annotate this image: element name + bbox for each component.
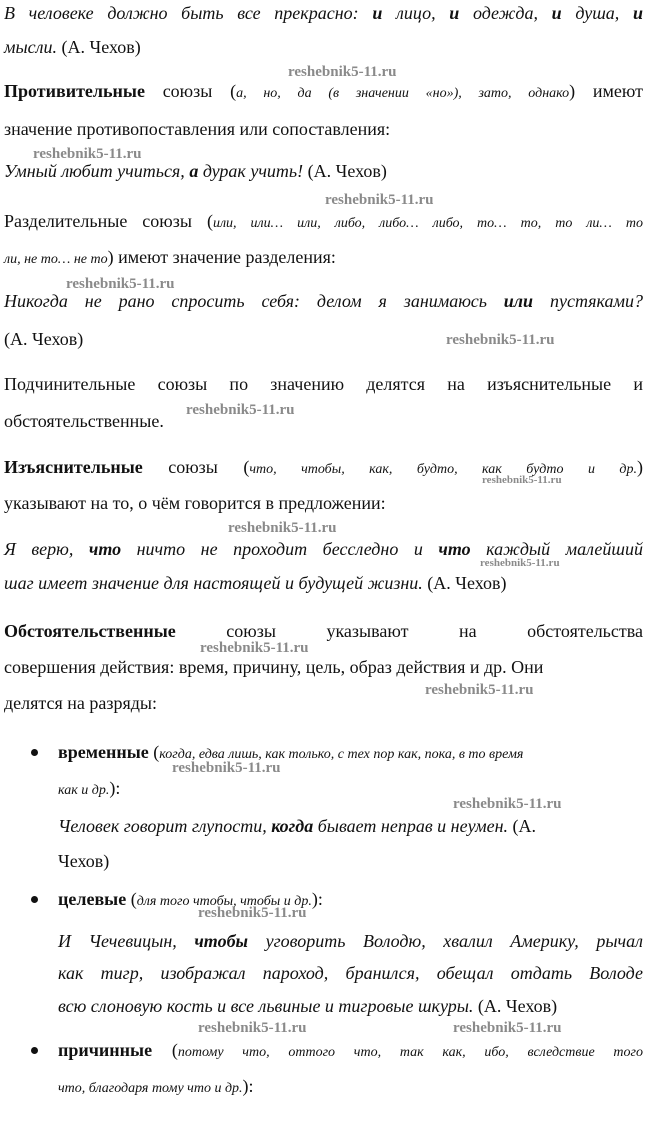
- bullet-purpose: [31, 896, 38, 903]
- contrastive-line-1: Противительные союзы (а, но, да (в значении «но»), зато, однако) имеют: [4, 81, 643, 101]
- bullet-temporal: [31, 749, 38, 756]
- subordinate-line-1: Подчинительные союзы по значению делятся на изъяснительные и: [4, 374, 643, 394]
- temporal-line-2: как и др.):: [58, 778, 121, 798]
- causal-line-1: причинные (потому что, оттого что, так как, ибо, вследствие того: [58, 1040, 643, 1060]
- temporal-author: Чехов): [58, 851, 110, 871]
- watermark: reshebnik5-11.ru: [186, 402, 295, 418]
- circumstantial-line-3: делятся на разряды:: [4, 693, 158, 713]
- explanatory-example-line-2: шаг имеет значение для настоящей и будущей жизни. (А. Чехов): [4, 573, 507, 593]
- watermark: reshebnik5-11.ru: [288, 64, 397, 80]
- temporal-example: Человек говорит глупости, когда бывает неправ и неумен. (А.: [58, 816, 537, 836]
- disjunctive-line-1: Разделительные союзы (или, или… или, либо, либо… либо, то… то, то ли… то: [4, 211, 643, 231]
- purpose-example-line-2: как тигр, изображал пароход, бранился, обещал отдать Володе: [58, 963, 643, 983]
- watermark: reshebnik5-11.ru: [425, 682, 534, 698]
- circumstantial-line-2: совершения действия: время, причину, цель, образ действия и др. Они: [4, 657, 544, 677]
- bullet-causal: [31, 1047, 38, 1054]
- explanatory-example-line-1: Я верю, что ничто не проходит бесследно и что каждый малейший: [4, 539, 644, 559]
- watermark: reshebnik5-11.ru: [198, 1020, 307, 1036]
- quote-line-2: мысли. (А. Чехов): [4, 37, 141, 57]
- watermark: reshebnik5-11.ru: [66, 276, 175, 292]
- disjunctive-example: Никогда не рано спросить себя: делом я занимаюсь или пустяками?: [4, 291, 643, 311]
- watermark: reshebnik5-11.ru: [482, 474, 562, 486]
- causal-line-2: что, благодаря тому что и др.):: [58, 1076, 254, 1096]
- contrastive-line-2: значение противопоставления или сопоставления:: [4, 119, 391, 139]
- watermark: reshebnik5-11.ru: [228, 520, 337, 536]
- watermark: reshebnik5-11.ru: [453, 796, 562, 812]
- watermark: reshebnik5-11.ru: [200, 640, 309, 656]
- watermark: reshebnik5-11.ru: [33, 146, 142, 162]
- purpose-example-line-1: И Чечевицын, чтобы уговорить Володю, хвалил Америку, рычал: [58, 931, 643, 951]
- purpose-line-1: целевые (для того чтобы, чтобы и др.):: [58, 889, 323, 909]
- subordinate-line-2: обстоятельственные.: [4, 411, 164, 431]
- circumstantial-line-1: Обстоятельственные союзы указывают на обстоятельства: [4, 621, 643, 641]
- watermark: reshebnik5-11.ru: [480, 557, 560, 569]
- temporal-line-1: временные (когда, едва лишь, как только, с тех пор как, пока, в то время: [58, 742, 524, 762]
- purpose-example-line-3: всю слоновую кость и все львиные и тигровые шкуры. (А. Чехов): [58, 996, 558, 1016]
- explanatory-line-2: указывают на то, о чём говорится в предложении:: [4, 493, 386, 513]
- watermark: reshebnik5-11.ru: [198, 905, 307, 921]
- watermark: reshebnik5-11.ru: [453, 1020, 562, 1036]
- watermark: reshebnik5-11.ru: [172, 760, 281, 776]
- contrastive-example: Умный любит учиться, а дурак учить! (А. Чехов): [4, 161, 387, 181]
- watermark: reshebnik5-11.ru: [325, 192, 434, 208]
- disjunctive-line-2: ли, не то… не то) имеют значение разделения:: [4, 247, 336, 267]
- quote-line-1: В человеке должно быть все прекрасно: и лицо, и одежда, и душа, и: [4, 3, 643, 23]
- disjunctive-author: (А. Чехов): [4, 329, 84, 349]
- explanatory-line-1: Изъяснительные союзы (что, чтобы, как, будто, как будто и др.): [4, 457, 643, 477]
- watermark: reshebnik5-11.ru: [446, 332, 555, 348]
